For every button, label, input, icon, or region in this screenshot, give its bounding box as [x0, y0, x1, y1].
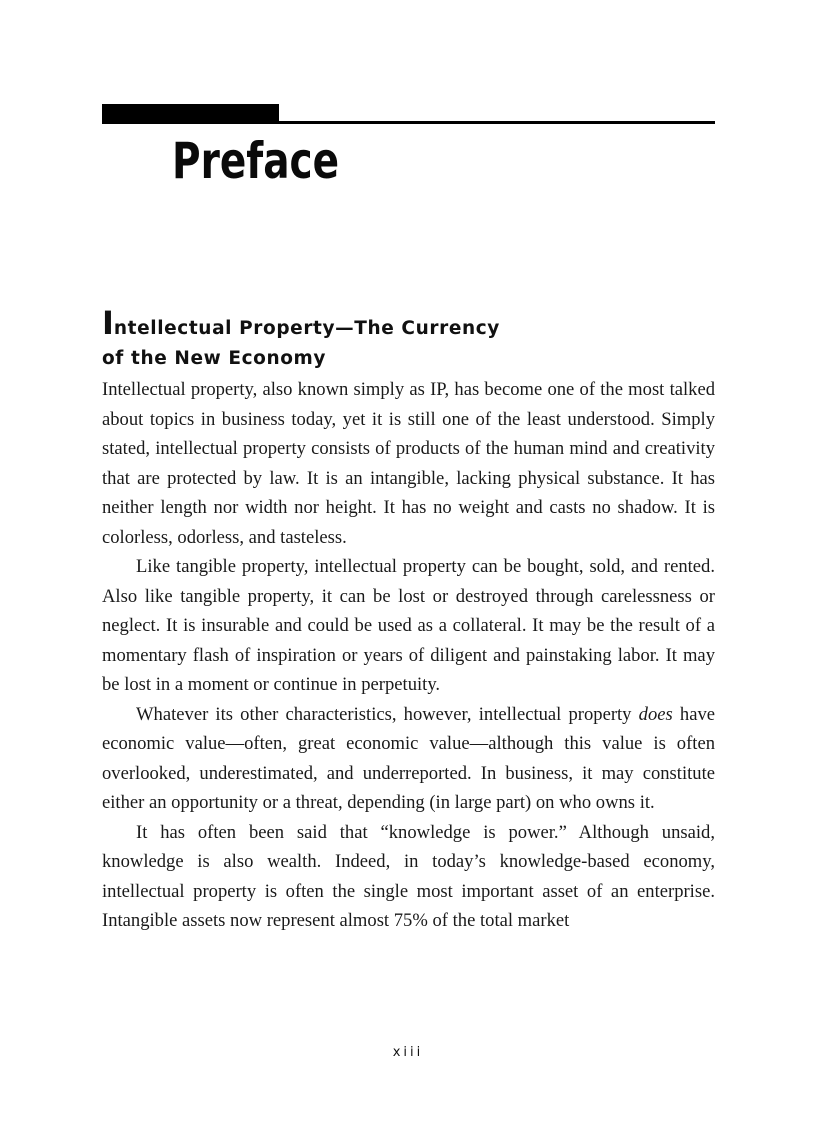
paragraph-text: Intellectual property, also known simply as IP, has become one of the most talked about topics in business today, yet it is still one of the least understood. Simply stated, intellectual property consists of products of the human mind and creativity that are protected by law. It is an intangible, lacking physical substance. It has neither length nor width nor height. It has no weight and casts no shadow. It is colorless, odorless, and tasteless. [102, 379, 715, 548]
section-heading-line2: of the New Economy [102, 348, 327, 369]
paragraph [102, 375, 715, 552]
section-heading-initial: I [102, 304, 114, 342]
paragraph-text: Whatever its other characteristics, however, intellectual property [136, 703, 639, 725]
section-heading [102, 304, 622, 374]
page-number: xiii [392, 1045, 424, 1060]
paragraph [102, 552, 715, 700]
section-heading-line1: ntellectual Property—The Currency [113, 318, 500, 339]
paragraph-emphasis: does [638, 703, 673, 725]
paragraph-text: It has often been said that “knowledge is power.” Although unsaid, knowledge is also wealth. Indeed, in today’s knowledge-based economy, intellectual property is often the single most important asset of an enterprise. Intangible assets now represent almost 75% of the total market [102, 821, 715, 931]
paragraph [102, 700, 715, 818]
paragraph [102, 818, 715, 936]
paragraph-text: Like tangible property, intellectual property can be bought, sold, and rented. Also like tangible property, it can be lost or destroyed through carelessness or neglect. It is insurable and could be used as a collateral. It may be the result of a momentary flash of inspiration or years of diligent and painstaking labor. It may be lost in a moment or continue in perpetuity. [102, 556, 715, 695]
paragraph-text: have economic value—often, great economic value—although this value is often overlooked, underestimated, and underreported. In business, it may constitute either an opportunity or a threat, depending (in large part) on who owns it. [102, 703, 716, 813]
body-text [102, 375, 715, 936]
chapter-title: Preface [172, 132, 340, 190]
chapter-rule-line [102, 121, 715, 124]
